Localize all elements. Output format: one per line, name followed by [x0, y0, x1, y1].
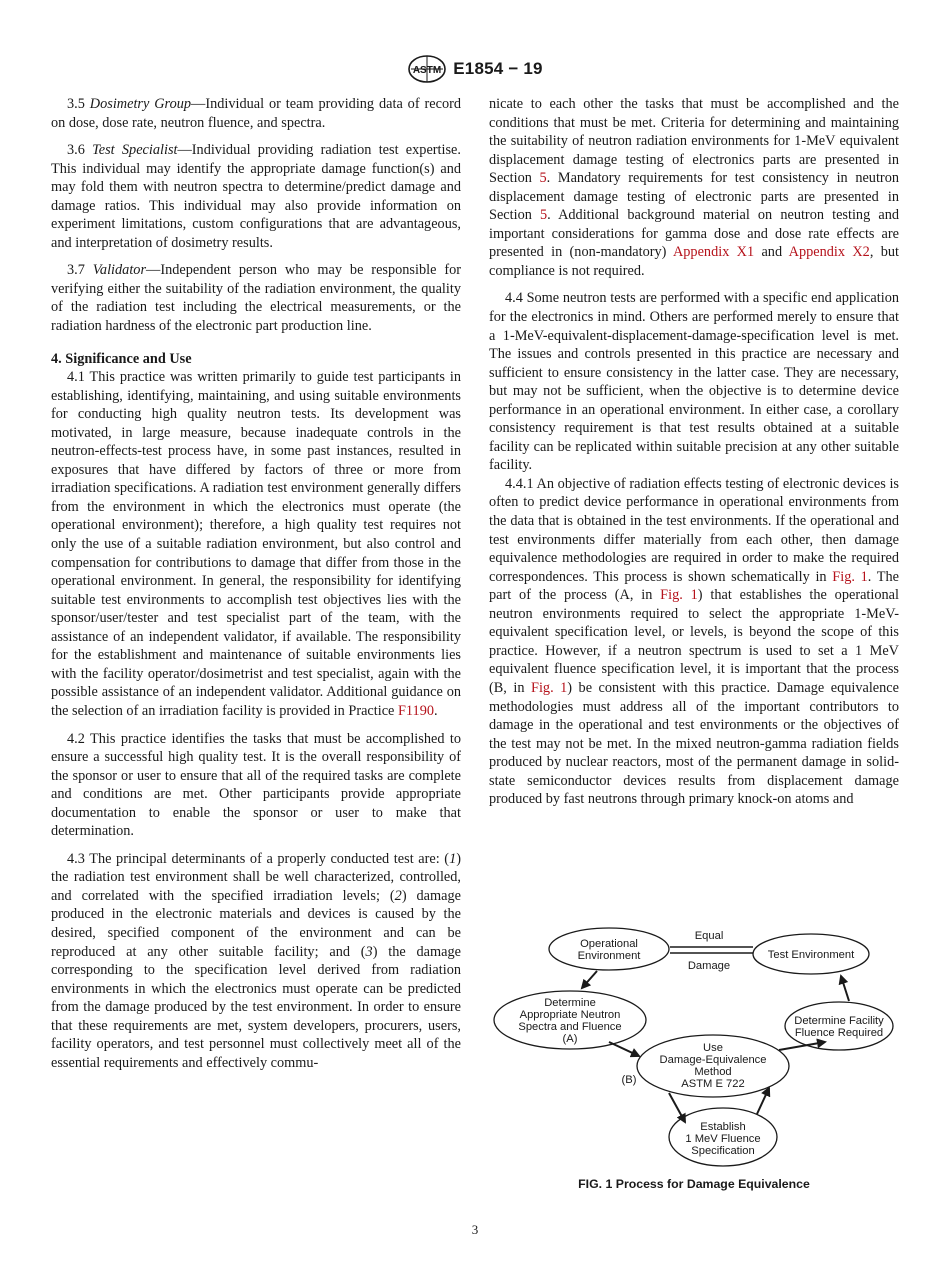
method-line-1: Use	[703, 1042, 723, 1054]
paragraph-4-4-1: 4.4.1 An objective of radiation effects testing of electronic devices is often to predict device performance in operational environments from the data that is obtained in the test environments. If the operational and test environments differ materially from each other, then damage equivalence methodologies are required in order to make the required correspondences. This process is shown schematically in Fig. 1. The part of the process (A, in Fig. 1) that establishes the operational neutron environments required to select the appropriate 1-MeV-equivalent specification level, or levels, is beyond the scope of this practice. However, if a neutron spectrum is used to set a 1 MeV equivalent fluence specification level, it is important that the process (B, in Fig. 1) be consistent with this practice. Damage equivalence methodologies must address all of the important contributors to damage in the operational and test environments or the objectives of the test may not be met. In the mixed neutron-gamma radiation fields produced by nuclear reactors, most of the permanent damage in solid-state semiconductor devices results from displacement damage produced by fast neutrons through primary knock-on atoms and	[489, 475, 899, 808]
term-test-specialist: Test Specialist	[92, 142, 178, 159]
page-header	[0, 54, 950, 84]
b-label: (B)	[621, 1074, 637, 1086]
link-section-5-second[interactable]: 5	[540, 207, 548, 224]
paragraph-4-3-continued: nicate to each other the tasks that must be accomplished and the conditions that must be met. Criteria for determining and maintaining the suitability of neutron radiation environments for 1-MeV equivalent displacement damage testing of electronics parts are presented in Section 5. Mandatory requirements for test consistency in neutron displacement damage testing of electronic parts are presented in Section 5. Additional background material on neutron testing and important considerations for gamma dose and dose rate effects are presented in (non-mandatory) Appendix X1 and Appendix X2, but compliance is not required.	[489, 96, 899, 279]
link-appendix-x2[interactable]: Appendix X2	[788, 244, 870, 261]
paragraph-4-1: 4.1 This practice was written primarily to guide test participants in establishing, identifying, maintaining, and using suitable environments for conducting high quality neutron tests. Its development was motivated, in large measure, because inadequate controls in the neutron-effects-test process have, in some past instances, resulted in exposures that have differed by factors of three or more from irradiation specifications. A radiation test environment generally differs from the environment in which the electronics must operate (the operational environment); therefore, a high quality test requires not only the use of a suitable radiation environment, but also control and compensation for contributions to damage that differ from those in the operational environment. In general, the responsibility for identifying suitable test environments to accomplish test objectives lies with the sponsor/user/tester and test specialist part of the team, with the assistance of an independent validator, if available. The responsibility for the establishment and maintenance of suitable environments lies with the facility operator/dosimetrist and test specialist, again with the possible assistance of an independent validator. Additional guidance on the selection of an irradiation facility is provided in Practice F1190.	[51, 369, 461, 719]
document-id: E1854 − 19	[453, 59, 543, 78]
left-column	[51, 95, 461, 1081]
establish-line-3: Specification	[691, 1145, 755, 1157]
arrow-facility-to-test	[841, 976, 849, 1001]
astm-logo-icon	[407, 54, 447, 84]
spectra-line-3: Spectra and Fluence	[518, 1021, 622, 1033]
establish-line-2: 1 MeV Fluence	[685, 1133, 761, 1145]
paragraph-3-5: 3.5 Dosimetry Group—Individual or team providing data of record on dose, dose rate, neutron fluence, and spectra.	[51, 96, 461, 131]
spectra-line-1: Determine	[544, 997, 596, 1009]
paragraph-4-4: 4.4 Some neutron tests are performed with a specific end application for the electronics in mind. Others are performed merely to ensure that a 1-MeV-equivalent-displacement-damage-specification level is met. The issues and controls presented in this practice are necessary and sufficient to ensure consistency in the latter case. They are necessary, but may not be sufficient, when the objective is to determine device performance in an operational environment. In either case, a corollary consistency requirement is that test results obtained at a suitable facility can be replicated within suitable precision at any other suitable facility.	[489, 290, 899, 474]
method-line-4: ASTM E 722	[681, 1078, 745, 1090]
arrow-method-to-establish	[669, 1093, 685, 1122]
logo-text: ASTM	[413, 65, 442, 76]
spectra-line-4: (A)	[562, 1033, 578, 1045]
damage-equivalence-diagram	[489, 922, 899, 1178]
equal-label: Equal	[694, 930, 724, 942]
facility-line-1: Determine Facility	[794, 1015, 884, 1027]
spectra-line-2: Appropriate Neutron	[519, 1009, 621, 1021]
term-dosimetry-group: Dosimetry Group	[89, 96, 192, 112]
link-f1190[interactable]: F1190	[397, 702, 434, 719]
arrow-establish-to-facility	[757, 1088, 769, 1114]
arrow-spectra-to-method	[609, 1042, 639, 1056]
arrow-operational-to-spectra	[582, 971, 597, 988]
operational-line-1: Operational	[580, 938, 638, 950]
paragraph-4-3: 4.3 The principal determinants of a properly conducted test are: (1) the radiation test environment shall be well characterized, controlled, and correlated with the specified irradiation levels; (2) damage produced in the electronic materials and devices is caused by the desired, specified component of the environment and can be reproduced at any other suitable facility; and (3) the damage corresponding to the specification level derived from radiation environments in which the electronics must operate can be predicted from the damage produced by the test environment. In order to ensure that these requirements are met, system developers, procurers, users, facility operators, and test personnel must collectively meet all of the essential requirements and effectively commu-	[51, 850, 461, 1071]
damage-label: Damage	[687, 960, 731, 972]
test-environment-label: Test Environment	[767, 949, 855, 961]
link-section-5[interactable]: 5	[539, 170, 547, 187]
link-fig-1-third[interactable]: Fig. 1	[531, 679, 568, 696]
page-number: 3	[471, 1222, 479, 1237]
paragraph-4-2: 4.2 This practice identifies the tasks that must be accomplished to ensure a successful high quality test. It is the overall responsibility of the sponsor or user to ensure that all of the required tasks are complete and conditions are met. Other participants provide appropriate documentation to enable the sponsor or user to make that determination.	[51, 730, 461, 840]
term-validator: Validator	[92, 262, 147, 279]
facility-line-2: Fluence Required	[794, 1027, 884, 1039]
link-fig-1-second[interactable]: Fig. 1	[660, 587, 698, 604]
figure-1	[489, 922, 899, 1178]
method-line-2: Damage-Equivalence	[659, 1054, 767, 1066]
paragraph-3-6: 3.6 Test Specialist—Individual providing radiation test expertise. This individual may identify the appropriate damage function(s) and may fold them with neutron spectra to determine/predict damage and damage ratios. This individual may also provide information on experiment limitations, custom configurations that are advantageous, and interpretation of dosimetry results.	[51, 142, 461, 251]
figure-caption: FIG. 1 Process for Damage Equivalence	[578, 1177, 810, 1191]
section-4-heading: 4. Significance and Use	[51, 350, 192, 367]
paragraph-3-7: 3.7 Validator—Independent person who may be responsible for verifying either the suitability of the radiation environment, the quality of the radiation test including the electrical measurements, or the radiation hardness of the electronic part production line.	[51, 262, 461, 335]
operational-line-2: Environment	[577, 950, 641, 962]
method-line-3: Method	[694, 1066, 732, 1078]
link-appendix-x1[interactable]: Appendix X1	[672, 244, 755, 261]
link-fig-1[interactable]: Fig. 1	[832, 568, 868, 585]
establish-line-1: Establish	[700, 1121, 746, 1133]
right-column	[489, 95, 899, 818]
